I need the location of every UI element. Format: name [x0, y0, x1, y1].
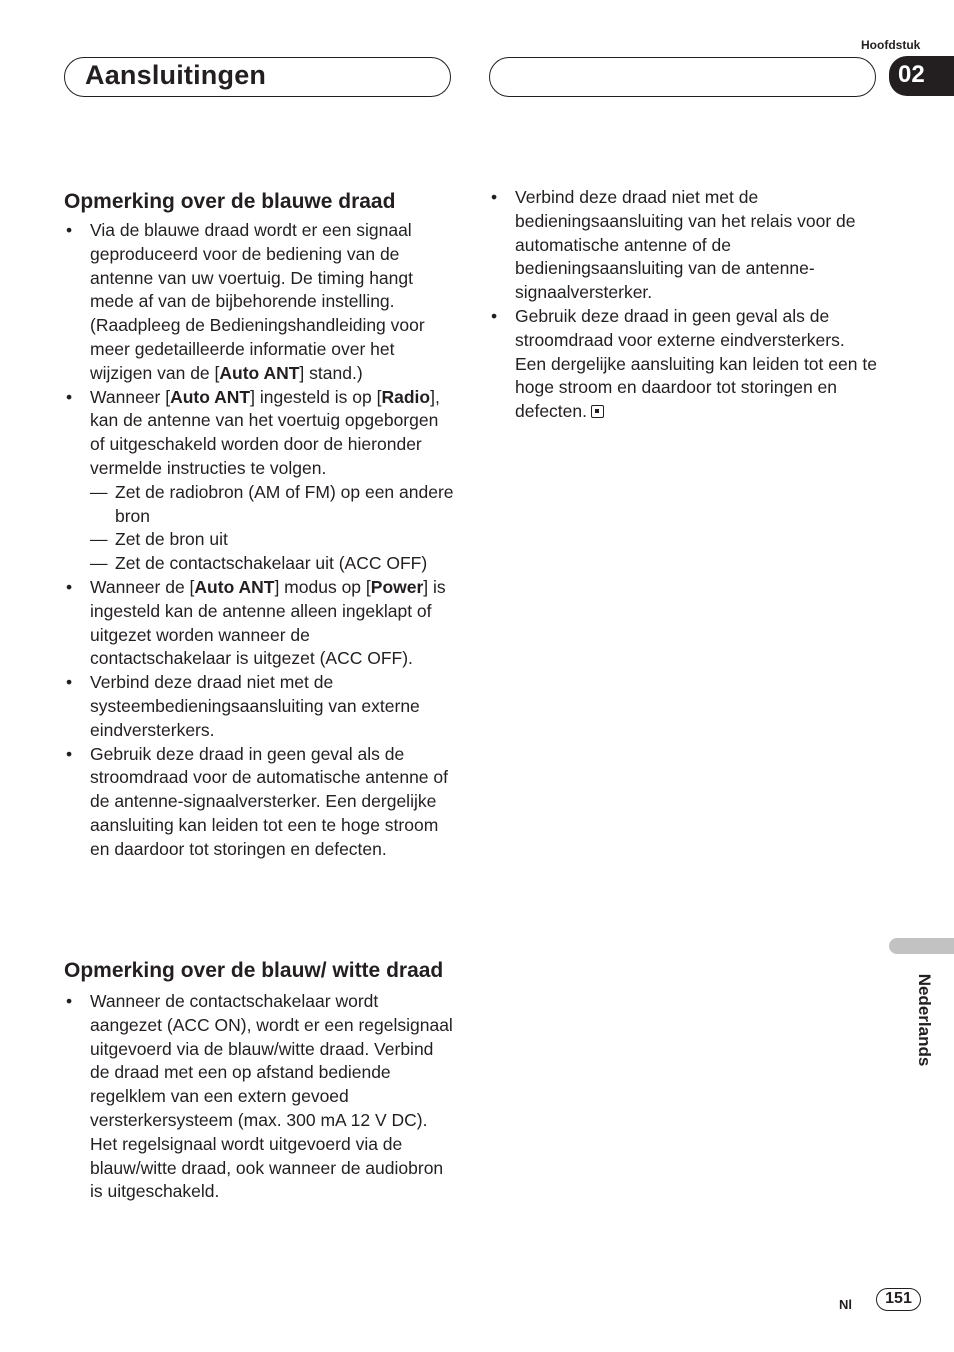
list-item: • Wanneer de contactschakelaar wordt aangezet (ACC ON), wordt er een regelsignaal uitgevoerd via de blauw/witte draad. Verbind de draad met een op afstand bediende regelklem van een extern gevoed versterkersysteem (max. 300 mA 12 V DC). Het regelsignaal wordt uitgevoerd via de blauw/witte draad, ook wanneer de audiobron is uitgeschakeld. — [64, 990, 454, 1204]
page-number: 151 — [876, 1288, 921, 1311]
chapter-number-badge — [889, 56, 954, 96]
list-item: • Via de blauwe draad wordt er een signaal geproduceerd voor de bediening van de antenne van uw voertuig. De timing hangt mede af van de bijbehorende instelling. (Raadpleeg de Bedieningshandleiding voor meer gedetailleerde informatie over het wijzigen van de [Auto ANT] stand.) — [64, 219, 454, 386]
language-tab — [889, 938, 954, 954]
header-blank-box — [489, 57, 876, 97]
right-column — [489, 186, 879, 424]
blue-wire-list — [64, 219, 454, 862]
section-heading-blue-wire: Opmerking over de blauwe draad — [64, 190, 396, 213]
list-item: • Wanneer de [Auto ANT] modus op [Power] is ingesteld kan de antenne alleen ingeklapt of uitgezet worden wanneer de contactschakelaar is uitgezet (ACC OFF). — [64, 576, 454, 671]
right-column-list — [489, 186, 879, 424]
stop-square-icon — [591, 405, 604, 418]
language-label: Nederlands — [915, 973, 934, 1067]
sub-list-item: — Zet de radiobron (AM of FM) op een andere bron — [90, 481, 454, 526]
sub-list-item: — Zet de contactschakelaar uit (ACC OFF) — [90, 553, 428, 574]
list-item: • Gebruik deze draad in geen geval als de stroomdraad voor externe eindversterkers. Een dergelijke aansluiting kan leiden tot een te hoge stroom en daardoor tot storingen en defecten. — [489, 305, 879, 424]
sub-list-item: — Zet de bron uit — [90, 529, 228, 550]
footer-language-code: Nl — [839, 1297, 852, 1312]
blue-white-wire-section — [64, 957, 454, 1204]
list-item: • Wanneer [Auto ANT] ingesteld is op [Radio], kan de antenne van het voertuig opgeborgen of uitgeschakeld worden door de hieronder vermelde instructies te volgen. — Zet de radiobron (AM of FM) op een andere bron — Zet de bron uit — Zet de contactschakelaar uit (ACC OFF) — [64, 386, 454, 576]
chapter-number: 02 — [898, 61, 925, 88]
list-item: • Verbind deze draad niet met de systeembedieningsaansluiting van externe eindversterkers. — [64, 671, 454, 742]
chapter-title-box — [64, 57, 451, 97]
section-heading-blue-white-wire: Opmerking over de blauw/ witte draad — [64, 959, 444, 982]
left-column — [64, 186, 454, 862]
blue-white-wire-list — [64, 990, 454, 1204]
chapter-title: Aansluitingen — [85, 60, 267, 90]
instruction-sublist — [90, 481, 454, 576]
chapter-label: Hoofdstuk — [861, 38, 921, 52]
list-item: • Gebruik deze draad in geen geval als de stroomdraad voor de automatische antenne of de antenne-signaalversterker. Een dergelijke aansluiting kan leiden tot een te hoge stroom en daardoor tot storingen en defecten. — [64, 743, 454, 862]
list-item: • Verbind deze draad niet met de bedieningsaansluiting van het relais voor de automatische antenne of de bedieningsaansluiting van de antenne-signaalversterker. — [489, 186, 879, 305]
